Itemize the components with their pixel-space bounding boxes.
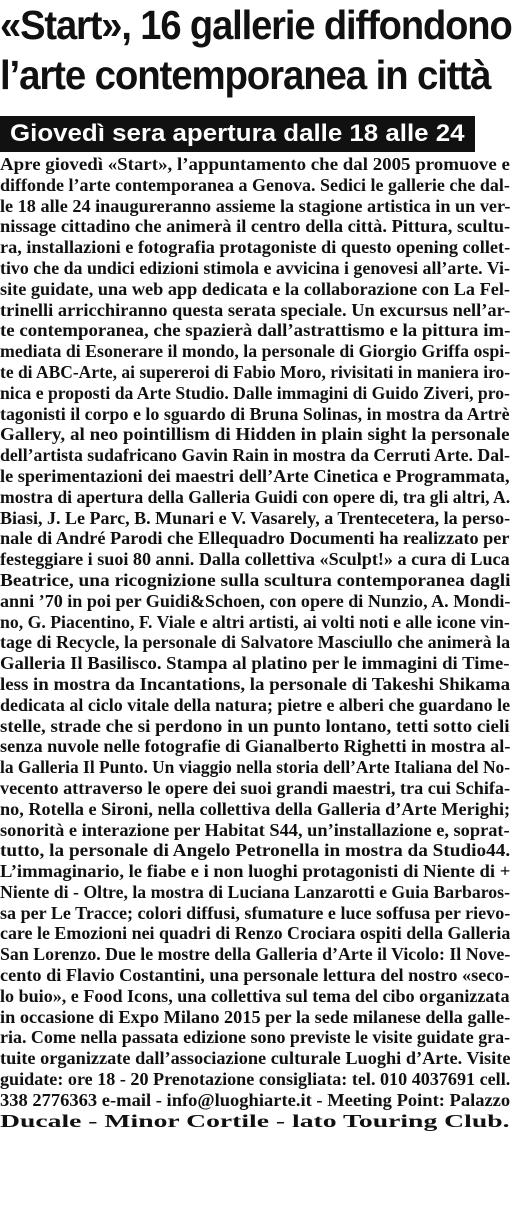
body-line: in occasione di Expo Milano 2015 per la sede milanese della galle- [0,1006,511,1027]
body-line: no, G. Piacentino, F. Viale e altri artisti, ai volti noti e alle icone vin- [0,611,510,632]
body-line: Ducale - Minor Cortile - lato Touring Club. [0,1110,510,1131]
body-line: Biasi, J. Le Parc, B. Munari e V. Vasarely, a Trentecetera, la perso- [0,507,511,528]
body-line: dedicata al ciclo vitale della natura; pietre e alberi che guardano le [0,694,511,715]
body-line: lo buio», e Food Icons, una collettiva sul tema del cibo organizzata [0,985,510,1006]
body-line: site guidate, una web app dedicata e la collaborazione con La Fel- [0,278,510,299]
body-line: tage di Recycle, la personale di Salvatore Masciullo che animerà la [0,632,511,653]
body-line: nica e proposti da Arte Studio. Dalle immagini di Guido Ziveri, pro- [0,382,510,403]
body-line: tagonisti il corpo e lo sguardo di Bruna Solinas, in mostra da Artrè [0,403,510,424]
body-line: te contemporanea, che spazierà dall’astrattismo e la pittura im- [0,320,511,341]
body-line: nale di André Parodi che Ellequadro Documenti ha realizzato per [0,528,510,549]
body-line: stelle, strade che si perdono in un punto lontano, tetti sotto cieli [0,715,510,736]
body-line: Gallery, al neo pointillism di Hidden in plain sight la personale [0,424,510,445]
body-line: tutto, la personale di Angelo Petronella in mostra da Studio44. [0,840,511,861]
body-line: less in mostra da Incantations, la personale di Takeshi Shikama [0,673,511,694]
body-line: sa per Le Tracce; colori diffusi, sfumature e luce soffusa per rievo- [0,902,511,923]
body-line: sonorità e interazione per Habitat S44, un’installazione e, soprat- [0,819,510,840]
body-line: diffonde l’arte contemporanea a Genova. Sedici le gallerie che dal- [0,174,510,195]
body-line: le sperimentazioni dei maestri dell’Arte Cinetica e Programmata, [0,465,510,486]
body-line: mediata di Esonerare il mondo, la personale di Giorgio Griffa ospi- [0,341,511,362]
article-body [0,154,518,1131]
headline [0,0,518,104]
body-line: la Galleria Il Punto. Un viaggio nella storia dell’Arte Italiana del No- [0,757,510,778]
body-line: dell’artista sudafricano Gavin Rain in mostra da Cerruti Arte. Dal- [0,445,510,466]
headline-line-2: l’arte contemporanea in città [0,52,491,98]
body-line: festeggiare i suoi 80 anni. Dalla collettiva «Sculpt!» a cura di Luca [0,549,510,570]
headline-line-1: «Start», 16 gallerie diffondono [0,2,512,48]
body-line: te di ABC-Arte, ai supereroi di Fabio Moro, rivisitati in maniera iro- [0,361,511,382]
body-line: tivo che da undici edizioni stimola e avvicina i genovesi all’arte. Vi- [0,257,510,278]
body-line: senza nuvole nelle fotografie di Gianalberto Righetti in mostra al- [0,736,511,757]
body-line: 338 2776363 e-mail - info@luoghiarte.it - Meeting Point: Palazzo [0,1089,511,1110]
body-line: ra, installazioni e fotografia protagoniste di questo opening collet- [0,237,511,258]
body-line: Niente di - Oltre, la mostra di Luciana Lanzarotti e Guia Barbaros- [0,881,510,902]
body-line: mostra di apertura della Galleria Guidi con opere di, tra gli altri, A. [0,486,511,507]
body-line: ria. Come nella passata edizione sono previste le visite guidate gra- [0,1027,511,1048]
body-line: tuite organizzate dall’associazione culturale Luoghi d’Arte. Visite [0,1048,511,1069]
body-line: Galleria Il Basilisco. Stampa al platino per le immagini di Time- [0,653,510,674]
body-line: nissage cittadino che animerà il centro della città. Pittura, scultu- [0,216,511,237]
body-line: cento di Flavio Costantini, una personale lettura del nostro «seco- [0,965,510,986]
subheadline: Giovedì sera apertura dalle 18 alle 24 [10,120,465,147]
body-line: L’immaginario, le fiabe e i non luoghi protagonisti di Niente di + [0,861,511,882]
body-line: no, Rotella e Sironi, nella collettiva della Galleria d’Arte Merighi; [0,798,511,819]
body-line: Apre giovedì «Start», l’appuntamento che dal 2005 promuove e [0,154,510,174]
body-line: San Lorenzo. Due le mostre della Galleria d’Arte il Vicolo: Il Nove- [0,944,511,965]
body-line: vecento attraverso le opere dei suoi grandi maestri, tra cui Schifa- [0,777,511,798]
body-line: trinelli arricchiranno questa serata speciale. Un excursus nell’ar- [0,299,511,320]
body-line: care le Emozioni nei quadri di Renzo Crociara ospiti della Galleria [0,923,511,944]
body-line: Beatrice, una ricognizione sulla scultura contemporanea dagli [0,569,511,590]
body-line: le 18 alle 24 inaugureranno assieme la stagione artistica in un ver- [0,195,511,216]
body-line: guidate: ore 18 - 20 Prenotazione consigliata: tel. 010 4037691 cell. [0,1069,511,1090]
body-line: anni ’70 in poi per Guidi&Schoen, con opere di Nunzio, A. Mondi- [0,590,511,611]
